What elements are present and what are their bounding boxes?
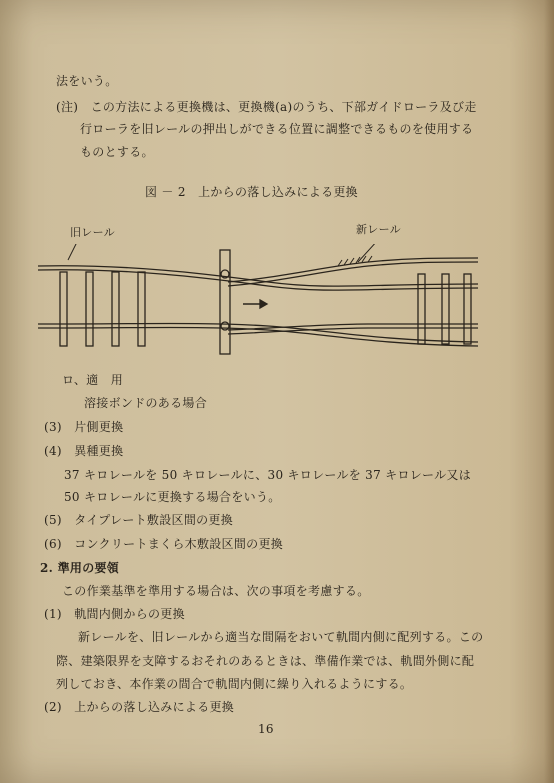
text-line: 50 キロレールに更換する場合をいう。: [64, 490, 281, 504]
old-rail-label: 旧レール: [70, 226, 115, 239]
list-item: (2) 上からの落し込みによる更換: [44, 700, 235, 714]
subsection-heading: ロ、適 用: [62, 373, 124, 387]
text-line: 37 キロレールを 50 キロレールに、30 キロレールを 37 キロレール又は: [64, 468, 472, 482]
text-line: 列しておき、本作業の間合で軌間内側に繰り入れるようにする。: [56, 677, 413, 691]
list-item: (6) コンクリートまくら木敷設区間の更換: [44, 537, 284, 551]
list-item: (1) 軌間内側からの更換: [44, 607, 185, 621]
rail-replacement-diagram: [38, 244, 490, 360]
list-item: (4) 異種更換: [44, 444, 124, 458]
text-line: 際、建築限界を支障するおそれのあるときは、準備作業では、軌間外側に配: [56, 654, 475, 668]
page-edge-shadow: [544, 0, 554, 783]
note-line: (注) この方法による更換機は、更換機(a)のうち、下部ガイドローラ及び走: [56, 100, 477, 114]
text-line: 法をいう。: [56, 74, 118, 88]
list-item: (3) 片側更換: [44, 420, 124, 434]
text-line: この作業基準を準用する場合は、次の事項を考慮する。: [62, 584, 370, 598]
figure-caption: 図 － 2 上からの落し込みによる更換: [145, 185, 358, 199]
page-number: 16: [258, 722, 274, 736]
note-line: 行ローラを旧レールの押出しができる位置に調整できるものを使用する: [80, 122, 474, 136]
list-item: (5) タイプレート敷設区間の更換: [44, 513, 234, 527]
new-rail-label: 新レール: [356, 223, 401, 236]
text-line: 新レールを、旧レールから適当な間隔をおいて軌間内側に配列する。この: [78, 630, 484, 644]
section-heading: 2. 準用の要領: [40, 561, 120, 575]
text-line: 溶接ボンドのある場合: [84, 396, 208, 410]
note-line: ものとする。: [80, 145, 154, 159]
